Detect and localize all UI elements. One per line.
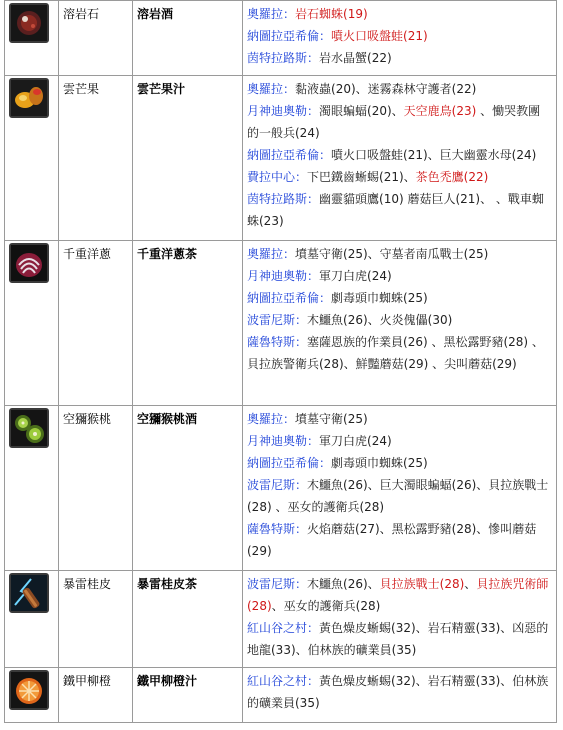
monster-list: 、慟哭教團的一般兵(24)	[247, 104, 541, 140]
material-row	[5, 668, 557, 723]
monster-list: 墳墓守衛(25)	[295, 412, 368, 426]
monster-list: 火焰蘑菇(27)、黑松露野豬(28)、慘叫蘑菇(29)	[247, 522, 537, 558]
drop-sources	[243, 241, 557, 406]
monster-list: 木鱷魚(26)、火炎傀儡(30)	[307, 313, 453, 327]
material-row	[5, 76, 557, 241]
material-name: 千重洋蔥	[59, 241, 133, 406]
drop-source-line	[247, 408, 552, 430]
drop-source-line	[247, 100, 552, 144]
monster-list: 下巴鐵齒蜥蜴(21)、	[307, 170, 416, 184]
onion-icon	[9, 243, 49, 283]
drop-source-line	[247, 573, 552, 617]
material-name: 雲芒果	[59, 76, 133, 241]
material-name: 鐵甲柳橙	[59, 668, 133, 723]
material-icon-cell	[5, 241, 59, 406]
drop-source-line	[247, 617, 552, 661]
highlighted-monster: 茶色禿鷹(22)	[415, 170, 489, 184]
material-icon-cell	[5, 406, 59, 571]
drop-source-line	[247, 474, 552, 518]
drop-sources	[243, 668, 557, 723]
region-name: 茵特拉路斯：	[247, 51, 320, 65]
material-name: 空獼猴桃	[59, 406, 133, 571]
monster-list: 塞薩恩族的作業員(26) 、黑松露野豬(28) 、貝拉族警衛兵(28)、鮮豔蘑菇(29) 、尖叫蘑菇(29)	[247, 335, 544, 371]
region-name: 茵特拉路斯：	[247, 192, 320, 206]
drop-sources	[243, 76, 557, 241]
drop-source-line	[247, 430, 552, 452]
crafting-materials-table	[4, 0, 557, 723]
region-name: 納圖拉亞希倫：	[247, 291, 332, 305]
drop-sources	[243, 406, 557, 571]
region-name: 月神迪奧勒：	[247, 269, 320, 283]
material-row	[5, 571, 557, 668]
region-name: 奧羅拉：	[247, 82, 296, 96]
monster-list: 木鱷魚(26)、	[307, 577, 380, 591]
drop-source-line	[247, 309, 552, 331]
material-row	[5, 1, 557, 76]
drop-source-line	[247, 518, 552, 562]
monster-list: 劇毒頭巾蜘蛛(25)	[331, 291, 428, 305]
monster-list: 墳墓守衛(25)、守墓者南瓜戰士(25)	[295, 247, 489, 261]
kiwi-fruit-icon	[9, 408, 49, 448]
material-icon-cell	[5, 76, 59, 241]
drop-source-line	[247, 331, 552, 375]
region-name: 紅山谷之村：	[247, 621, 320, 635]
monster-list: 噴火口吸盤蛙(21)、巨大幽靈水母(24)	[331, 148, 537, 162]
drop-source-line	[247, 144, 552, 166]
monster-list: 劇毒頭巾蜘蛛(25)	[331, 456, 428, 470]
highlighted-monster: 噴火口吸盤蛙(21)	[331, 29, 428, 43]
region-name: 薩魯特斯：	[247, 335, 308, 349]
monster-list: 軍刀白虎(24)	[319, 269, 392, 283]
drop-source-line	[247, 188, 552, 232]
drop-source-line	[247, 3, 552, 25]
region-name: 波雷尼斯：	[247, 313, 308, 327]
monster-list: 軍刀白虎(24)	[319, 434, 392, 448]
region-name: 波雷尼斯：	[247, 478, 308, 492]
material-icon-cell	[5, 571, 59, 668]
drop-source-line	[247, 47, 552, 69]
drop-source-line	[247, 265, 552, 287]
mango-fruit-icon	[9, 78, 49, 118]
region-name: 納圖拉亞希倫：	[247, 148, 332, 162]
product-name: 鐵甲柳橙汁	[133, 668, 243, 723]
region-name: 波雷尼斯：	[247, 577, 308, 591]
material-icon-cell	[5, 1, 59, 76]
product-name: 空獼猴桃酒	[133, 406, 243, 571]
region-name: 薩魯特斯：	[247, 522, 308, 536]
drop-sources	[243, 1, 557, 76]
material-row	[5, 241, 557, 406]
drop-sources	[243, 571, 557, 668]
highlighted-monster: 天空鹿鳥(23)	[403, 104, 477, 118]
region-name: 費拉中心：	[247, 170, 308, 184]
region-name: 奧羅拉：	[247, 412, 296, 426]
highlighted-monster: 貝拉族咒術師(28)	[247, 577, 549, 613]
lava-stone-icon	[9, 3, 49, 43]
monster-list: 木鱷魚(26)、巨大濁眼蝙蝠(26)、貝拉族戰士(28) 、巫女的護衛兵(28)	[247, 478, 549, 514]
drop-source-line	[247, 452, 552, 474]
product-name: 溶岩酒	[133, 1, 243, 76]
monster-list: 黃色燥皮蜥蜴(32)、岩石精靈(33)、伯林族的礦業員(35)	[247, 674, 549, 710]
drop-source-line	[247, 78, 552, 100]
product-name: 千重洋蔥茶	[133, 241, 243, 406]
region-name: 月神迪奧勒：	[247, 434, 320, 448]
drop-source-line	[247, 287, 552, 309]
highlighted-monster: 貝拉族戰士(28)	[379, 577, 465, 591]
cinnamon-bark-icon	[9, 573, 49, 613]
product-name: 雲芒果汁	[133, 76, 243, 241]
monster-list: 岩水晶蟹(22)	[319, 51, 392, 65]
drop-source-line	[247, 670, 552, 714]
region-name: 納圖拉亞希倫：	[247, 29, 332, 43]
monster-list: 黃色燥皮蜥蜴(32)、岩石精靈(33)、凶惡的地龍(33)、伯林族的礦業員(35)	[247, 621, 549, 657]
monster-list: 、巫女的護衛兵(28)	[271, 599, 381, 613]
drop-source-line	[247, 25, 552, 47]
region-name: 紅山谷之村：	[247, 674, 320, 688]
drop-source-line	[247, 243, 552, 265]
region-name: 奧羅拉：	[247, 247, 296, 261]
material-name: 溶岩石	[59, 1, 133, 76]
highlighted-monster: 岩石蜘蛛(19)	[295, 7, 368, 21]
drop-source-line	[247, 166, 552, 188]
region-name: 納圖拉亞希倫：	[247, 456, 332, 470]
monster-list: 黏液蟲(20)、迷霧森林守護者(22)	[295, 82, 477, 96]
region-name: 月神迪奧勒：	[247, 104, 320, 118]
material-icon-cell	[5, 668, 59, 723]
region-name: 奧羅拉：	[247, 7, 296, 21]
product-name: 暴雷桂皮茶	[133, 571, 243, 668]
monster-list: 幽靈貓頭鷹(10) 蘑菇巨人(21)、 、戰車蜘蛛(23)	[247, 192, 544, 228]
material-name: 暴雷桂皮	[59, 571, 133, 668]
monster-list: 濁眼蝙蝠(20)、	[319, 104, 404, 118]
orange-fruit-icon	[9, 670, 49, 710]
monster-list: 、	[464, 577, 477, 591]
material-row	[5, 406, 557, 571]
